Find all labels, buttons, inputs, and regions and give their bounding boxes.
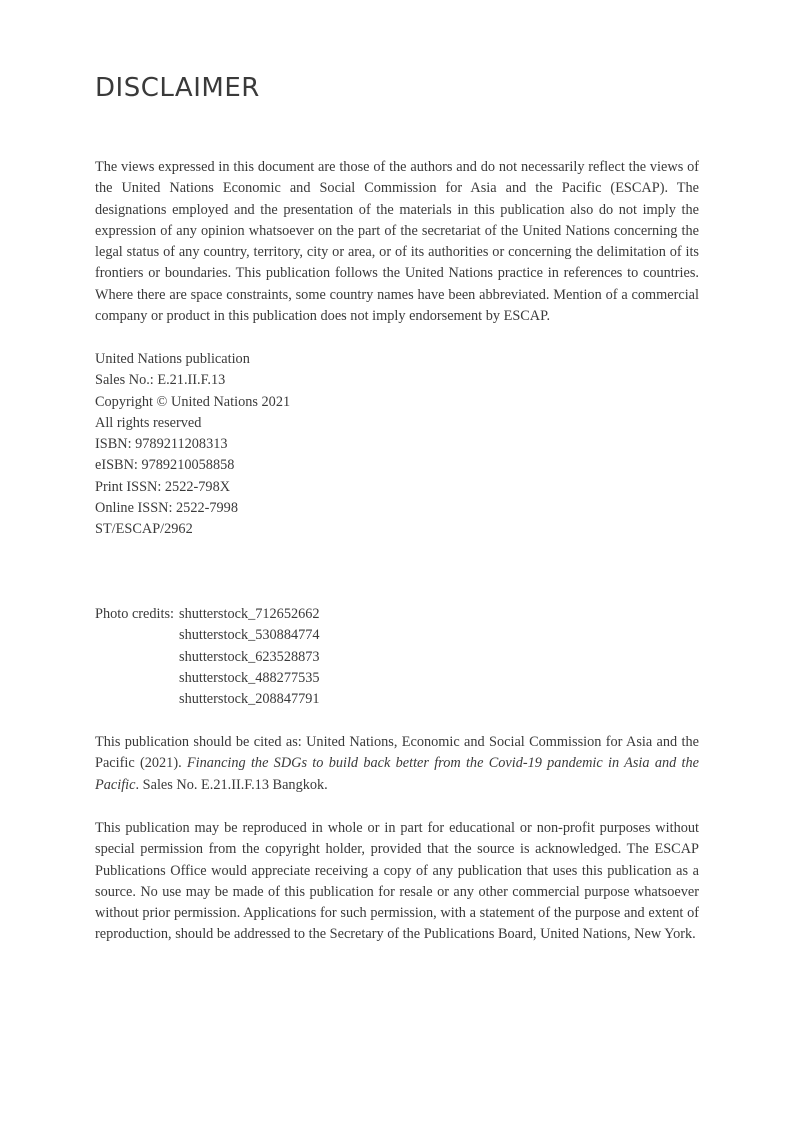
citation-title: Financing the SDGs to build back better from the Covid-19 pandemic in Asia and the Pacific: [95, 755, 699, 793]
sales-number: Sales No.: E.21.II.F.13: [95, 372, 226, 389]
publication-type: United Nations publication: [95, 351, 250, 367]
photo-credit-item: shutterstock_712652662: [179, 606, 320, 622]
photo-credits-label: Photo credits:: [95, 606, 175, 622]
publication-info: [95, 349, 699, 541]
disclaimer-paragraph: The views expressed in this document are those of the authors and do not necessarily reflect the views of the United Nations Economic and Social Commission for Asia and the Pacific (ESCAP). The designations employed and the presentation of the materials in this publication also do not imply the expression of any opinion whatsoever on the part of the secretariat of the United Nations concerning the legal status of any country, territory, city or area, or of its authorities or concerning the delimitation of its frontiers or boundaries. This publication follows the United Nations practice in references to countries. Where there are space constraints, some country names have been abbreviated. Mention of a commercial company or product in this publication does not imply endorsement by ESCAP.: [95, 159, 699, 325]
photo-credit-item: shutterstock_208847791: [179, 691, 320, 708]
citation-paragraph: [95, 732, 699, 796]
photo-credits-list: [179, 604, 320, 710]
citation-suffix: . Sales No. E.21.II.F.13 Bangkok.: [135, 776, 328, 793]
photo-credit-item: shutterstock_623528873: [179, 648, 320, 665]
online-issn: Online ISSN: 2522-7998: [95, 500, 238, 517]
reproduction-paragraph: This publication may be reproduced in whole or in part for educational or non-profit purposes without special permission from the copyright holder, provided that the source is acknowledged. The ESCAP Publications Office would appreciate receiving a copy of any publication that uses this publication as a source. No use may be made of this publication for resale or any other commercial purpose whatsoever without prior permission. Applications for such permission, with a statement of the purpose and extent of reproduction, should be addressed to the Secretary of the Publications Board, United Nations, New York.: [95, 820, 699, 943]
citation-prefix: This publication should be cited as: United Nations, Economic and Social Commission for Asia and the Pacific (2021).: [95, 734, 699, 772]
document-symbol: ST/ESCAP/2962: [95, 521, 193, 538]
isbn: ISBN: 9789211208313: [95, 436, 228, 453]
copyright: Copyright © United Nations 2021: [95, 393, 291, 410]
eisbn: eISBN: 9789210058858: [95, 457, 235, 474]
photo-credit-item: shutterstock_488277535: [179, 669, 320, 686]
photo-credits: [95, 604, 699, 710]
rights-reserved: All rights reserved: [95, 414, 202, 431]
photo-credit-item: shutterstock_530884774: [179, 627, 320, 644]
print-issn: Print ISSN: 2522-798X: [95, 478, 231, 495]
page-title: DISCLAIMER: [95, 73, 260, 103]
